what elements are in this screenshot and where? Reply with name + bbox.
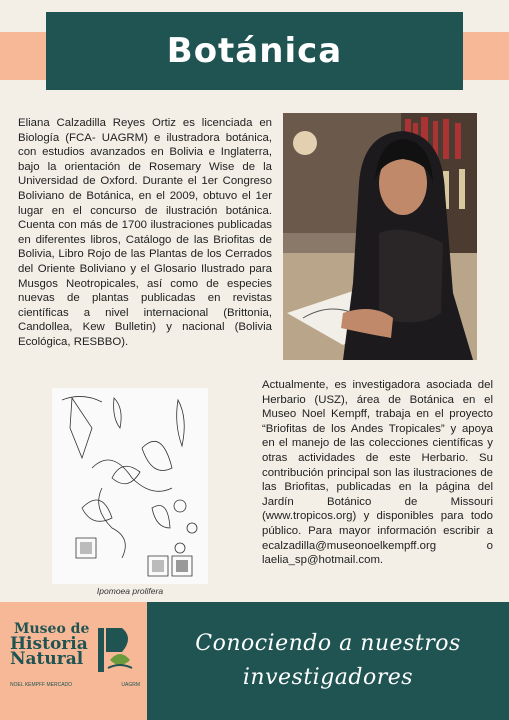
bio-paragraph-2: Actualmente, es investigadora asociada del Herbario (USZ), área de Botánica en el Museo Noel Kempff, trabaja en el proyecto “Briofitas de los Andes Tropicales” y apoya en el manejo de las colecciones científicas y otras actividades de este Herbario. Su contribución principal son las ilustraciones de las Briofitas, publicadas en la página del Jardín Botánico de Missouri (www.tropicos.org) y disponibles para todo público. Para mayor información escribir a ecalzadilla@museonoelkempff.org o laelia_sp@hotmail.com. [262,379,493,567]
header-band [0,0,509,110]
footer-slogan [195,627,461,695]
logo-emblem-icon [96,624,136,676]
logo-subline [10,682,140,690]
title-banner [46,12,463,90]
logo-line-1: Museo de [14,621,90,637]
researcher-photo [283,113,477,360]
footer-slogan-line-2: investigadores [242,665,414,690]
logo-sub-right: UAGRM [121,682,140,688]
footer-slogan-line-1: Conociendo a nuestros [195,631,461,656]
footer-banner [147,602,509,720]
logo-line-2: Historia [10,634,88,654]
museum-logo [10,622,140,702]
logo-sub-left: NOEL KEMPFF MERCADO [10,682,73,688]
botanical-illustration [52,388,208,584]
header-accent-left [0,32,46,80]
page-title: Botánica [166,31,343,71]
logo-line-3: Natural [10,649,84,669]
bio-paragraph: Eliana Calzadilla Reyes Ortiz es licenciada en Biología (FCA- UAGRM) e ilustradora botánica, con estudios avanzados en Bolivia e Inglaterra, bajo la orientación de Rosemary Wise de la Universidad de Oxford. Durante el 1er Congreso Boliviano de Botánica, en el 2009, obtuvo el 1er lugar en el concurso de ilustración botánica. Cuenta con más de 1700 ilustraciones publicadas en diferentes libros, Catálogo de las Briofitas de Bolivia, Libro Rojo de las Plantas de los Cerrados del Oriente Boliviano y el Glosario Ilustrado para Musgos Neotropicales, así como de especies nuevas de plantas publicadas en revistas científicas a nivel internacional (Brittonia, Candollea, Kew Bulletin) y nacional (Bolivia Ecológica, RESBBO). [18,117,272,348]
illustration-caption: Ipomoea prolifera [96,586,164,596]
header-accent-right [463,32,509,80]
